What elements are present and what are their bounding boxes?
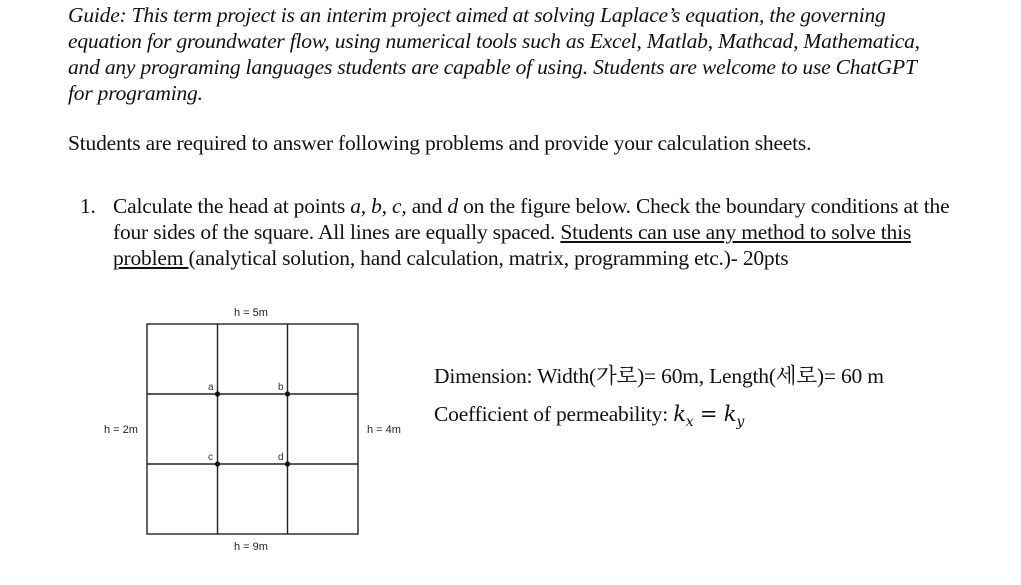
dimension-text: Dimension: Width(가로)= 60m, Length(세로)= 60 m: [434, 364, 884, 388]
intro-text: Students are required to answer following problems and provide your calculation sheets.: [68, 131, 812, 155]
kx-base: k: [673, 402, 686, 426]
point-b-label: b: [278, 382, 284, 393]
ky-base: k: [723, 402, 737, 426]
guide-line-1: Guide: This term project is an interim project aimed at solving Laplace’s equation, the governing: [68, 3, 886, 27]
boundary-left-label: h = 2m: [104, 424, 138, 436]
problem-underlined: Students can use any method to solve this problem: [113, 220, 912, 270]
problem-points: a, b, c,: [350, 194, 407, 218]
boundary-top-label: h = 5m: [234, 307, 268, 319]
grid-outer-border: [147, 324, 358, 534]
boundary-right-label: h = 4m: [367, 424, 401, 436]
problem-point-d: d: [447, 194, 458, 218]
guide-line-4: for programing.: [68, 81, 203, 105]
boundary-bottom-label: h = 9m: [234, 541, 268, 553]
problem-text-3: (analytical solution, hand calculation, matrix, programming etc.)- 20pts: [188, 246, 789, 270]
guide-line-2: equation for groundwater flow, using numerical tools such as Excel, Matlab, Mathcad, Mathematica,: [68, 29, 920, 53]
ky-subscript: y: [736, 414, 745, 431]
problem-text-2: on the figure below. Check the boundary conditions at the four sides of the square. All lines are equally spaced.: [113, 194, 950, 244]
point-c-label: c: [208, 452, 213, 463]
problem-text-1: Calculate the head at points: [113, 194, 351, 218]
permeability-equation: [673, 402, 745, 431]
point-a-label: a: [208, 382, 214, 393]
equals-sign: =: [693, 402, 724, 426]
info-block: [434, 357, 884, 441]
problem-number: 1.: [80, 194, 96, 218]
point-b-marker: [285, 391, 290, 396]
point-a-marker: [215, 391, 220, 396]
kx-subscript: x: [685, 414, 694, 431]
permeability-label: Coefficient of permeability:: [434, 402, 674, 426]
problem-body: [113, 193, 983, 271]
permeability-line: [434, 395, 884, 441]
point-c-marker: [215, 461, 220, 466]
guide-line-3: and any programing languages students are capable of using. Students are welcome to use ChatGPT: [68, 55, 917, 79]
point-d-marker: [285, 461, 290, 466]
guide-paragraph: [68, 2, 1008, 106]
point-d-label: d: [278, 452, 284, 463]
problem-and: and: [406, 194, 448, 218]
